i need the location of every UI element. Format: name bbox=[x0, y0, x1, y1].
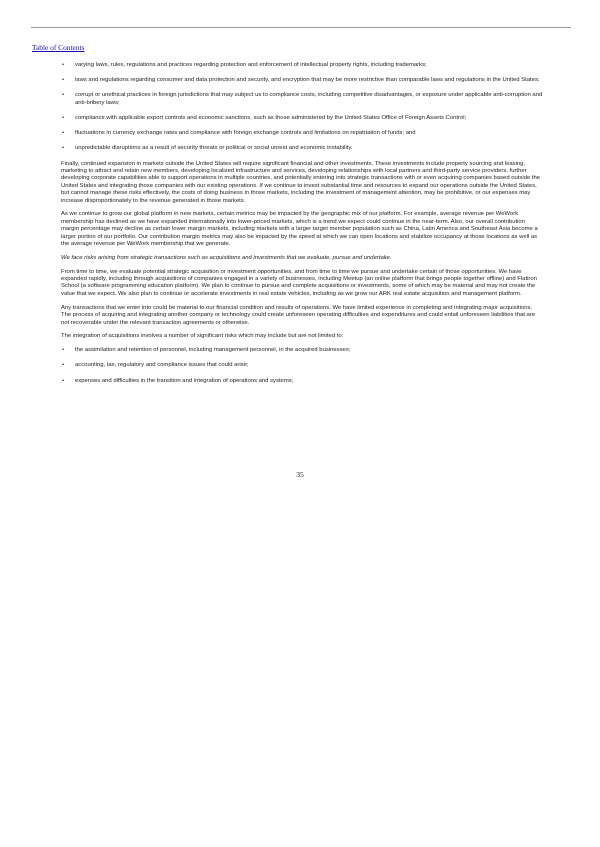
page-number: 35 bbox=[296, 470, 304, 479]
list-item-text: corrupt or unethical practices in foreign jurisdictions that may subject us to compliance costs, including competitive disadvantages, or exposure under applicable anti-corruption and anti-bribery laws; bbox=[75, 92, 543, 106]
bullet-icon: • bbox=[62, 145, 65, 152]
list-item-text: fluctuations in currency exchange rates and compliance with foreign exchange controls and limitations on repatriation of funds; and bbox=[75, 130, 416, 137]
page-body bbox=[61, 62, 543, 393]
list-item bbox=[61, 130, 543, 137]
list-item-text: accounting, tax, regulatory and compliance issues that could arise; bbox=[75, 362, 249, 369]
list-item bbox=[61, 378, 543, 385]
bullet-icon: • bbox=[62, 115, 65, 122]
list-item bbox=[61, 347, 543, 354]
list-item bbox=[61, 92, 543, 107]
paragraph-transaction-risks: Any transactions that we enter into could be material to our financial condition and results of operations. We have limited experience in completing and integrating major acquisitions. The process of acquiring and integrating another company or technology could create unforeseen operating difficulties and expenditures and could entail unforeseen liabilities that are not recoverable under the relevant transaction agreements or otherwise. bbox=[61, 304, 536, 326]
paragraph-expansion-investments: Finally, continued expansion in markets outside the United States will require significant financial and other investments. These investments include property sourcing and leasing, marketing to attract and retain new members, developing localized infrastructure and services, developing relationships with local partners and third-party service providers, further developing corporate capabilities able to support operations in multiple countries, and potentially entering into strategic transactions with or even acquiring companies based outside the United States and integrating those companies with our existing operations. If we continue to invest substantial time and resources to expand our operations outside the United States, but cannot manage these risks effectively, the costs of doing business in those markets, including the investment of management attention, may be prohibitive, or our expenses may increase disproportionately to the revenue generated in those markets. bbox=[61, 160, 541, 204]
section-heading: We face risks arising from strategic transactions such as acquisitions and investments that we evaluate, pursue and undertake. bbox=[61, 254, 392, 261]
list-item bbox=[61, 145, 543, 152]
list-item-text: unpredictable disruptions as a result of security threats or political or social unrest and economic instability. bbox=[75, 145, 353, 152]
list-item bbox=[61, 362, 543, 369]
bullet-icon: • bbox=[62, 77, 65, 84]
integration-bullet-list bbox=[61, 347, 543, 385]
list-item bbox=[61, 115, 543, 122]
list-item bbox=[61, 77, 543, 84]
list-item-text: compliance with applicable export controls and economic sanctions, such as those administered by the United States Office of Foreign Assets Control; bbox=[75, 115, 467, 122]
list-item-text: the assimilation and retention of personnel, including management personnel, in the acquired businesses; bbox=[75, 347, 351, 354]
bullet-icon: • bbox=[62, 62, 65, 68]
list-item bbox=[61, 62, 543, 69]
list-item-text: laws and regulations regarding consumer and data protection and security, and encryption that may be more restrictive than comparable laws and regulations in the United States; bbox=[75, 77, 540, 84]
paragraph-strategic-acquisitions: From time to time, we evaluate potential strategic acquisition or investment opportunities, and from time to time we pursue and undertake certain of those opportunities. We have expanded rapidly, including through acquisitions of companies engaged in a variety of businesses, including Meetup (an online platform that brings people together offline) and Flatiron School (a software programming education platform). We plan to continue to pursue and complete acquisitions or investments, some of which may be material and may not create the value that we expect. We also plan to continue or accelerate investments in real estate vehicles, including as we grow our ARK real estate acquisition and management platform. bbox=[61, 268, 537, 297]
bullet-icon: • bbox=[62, 362, 65, 369]
table-of-contents-link[interactable]: Table of Contents bbox=[32, 43, 85, 52]
header-rule bbox=[31, 27, 571, 28]
bullet-icon: • bbox=[62, 347, 65, 354]
paragraph-integration-intro: The integration of acquisitions involves a number of significant risks which may include but are not limited to: bbox=[61, 333, 344, 340]
bullet-icon: • bbox=[62, 377, 65, 384]
bullet-icon: • bbox=[62, 92, 65, 99]
risk-bullet-list-top bbox=[61, 62, 543, 153]
list-item-text: varying laws, rules, regulations and practices regarding protection and enforcement of intellectual property rights, including trademarks; bbox=[75, 62, 427, 68]
bullet-icon: • bbox=[62, 130, 65, 137]
list-item-text: expenses and difficulties in the transition and integration of operations and systems; bbox=[75, 377, 294, 384]
paragraph-global-metrics: As we continue to grow our global platform in new markets, certain metrics may be impacted by the geographic mix of our platform. For example, average revenue per WeWork membership has declined as we have expanded internationally into lower-priced markets, which is a trend we expect could continue in the near-term. Also, our overall contribution margin percentage may decline as certain lower margin markets, including markets with a larger target member population such as China, Latin America and Southeast Asia become a larger portion of our portfolio. Our contribution margin metrics may also be impacted by the speed at which we can open locations and stabilize occupancy at those locations as well as the average revenue per WeWork membership that we generate. bbox=[61, 211, 538, 248]
